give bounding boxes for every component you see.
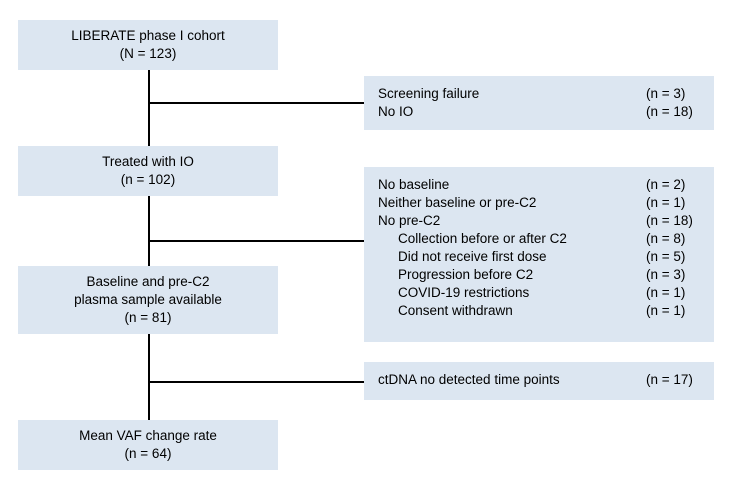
connector-treated-to-samples: [148, 196, 150, 266]
exclusion-count: (n = 3): [646, 86, 686, 101]
exclusion-count: (n = 2): [646, 177, 686, 192]
exclusion-label: Did not receive first dose: [398, 248, 547, 264]
node-cohort: [18, 20, 278, 70]
node-exclusion-2: [364, 167, 714, 342]
exclusion-label: Progression before C2: [398, 266, 534, 282]
exclusion-count: (n = 3): [646, 266, 686, 282]
node-treated-line-2: (n = 102): [120, 172, 176, 187]
connector-branch-exclusion-3: [148, 381, 364, 383]
exclusion-count: (n = 8): [646, 230, 686, 246]
exclusion-row: [378, 85, 700, 103]
node-cohort-line-1: LIBERATE phase I cohort: [71, 27, 225, 43]
node-treated-line-1: Treated with IO: [102, 153, 194, 169]
exclusion-count: (n = 5): [646, 248, 686, 264]
exclusion-row: [378, 266, 700, 284]
exclusion-row: [378, 194, 700, 212]
node-exclusion-1: [364, 76, 714, 130]
node-exclusion-3: [364, 362, 714, 400]
exclusion-row: [378, 284, 700, 302]
node-samples-line-2: plasma sample available: [74, 291, 222, 307]
node-vaf-line-2: (n = 64): [124, 446, 172, 461]
exclusion-label: No baseline: [378, 177, 450, 192]
node-samples-line-1: Baseline and pre-C2: [86, 273, 210, 289]
node-cohort-line-2: (N = 123): [119, 46, 177, 61]
node-samples-line-3: (n = 81): [124, 310, 172, 326]
exclusion-count: (n = 1): [646, 194, 686, 210]
connector-cohort-to-treated: [148, 70, 150, 146]
exclusion-count: (n = 18): [646, 212, 693, 228]
node-vaf-line-1: Mean VAF change rate: [79, 427, 217, 443]
exclusion-label: Collection before or after C2: [398, 230, 567, 246]
exclusion-label: Screening failure: [378, 86, 480, 101]
exclusion-count: (n = 1): [646, 284, 686, 300]
node-treated: [18, 146, 278, 196]
node-samples: [18, 266, 278, 334]
exclusion-row: [378, 248, 700, 266]
connector-branch-exclusion-1: [148, 102, 364, 104]
exclusion-label: COVID-19 restrictions: [398, 284, 530, 300]
exclusion-label: ctDNA no detected time points: [378, 372, 560, 387]
connector-branch-exclusion-2: [148, 240, 364, 242]
exclusion-row: [378, 212, 700, 230]
node-vaf: [18, 420, 278, 470]
exclusion-label: No pre-C2: [378, 212, 441, 228]
exclusion-row: [378, 103, 700, 121]
exclusion-count: (n = 17): [646, 372, 693, 387]
exclusion-row: [378, 302, 700, 320]
connector-samples-to-vaf: [148, 334, 150, 420]
exclusion-row: [378, 176, 700, 194]
exclusion-label: No IO: [378, 103, 414, 119]
exclusion-label: Consent withdrawn: [398, 302, 513, 318]
exclusion-row: [378, 371, 700, 389]
exclusion-label: Neither baseline or pre-C2: [378, 194, 537, 210]
exclusion-count: (n = 1): [646, 302, 686, 318]
exclusion-count: (n = 18): [646, 103, 693, 119]
exclusion-row: [378, 230, 700, 248]
